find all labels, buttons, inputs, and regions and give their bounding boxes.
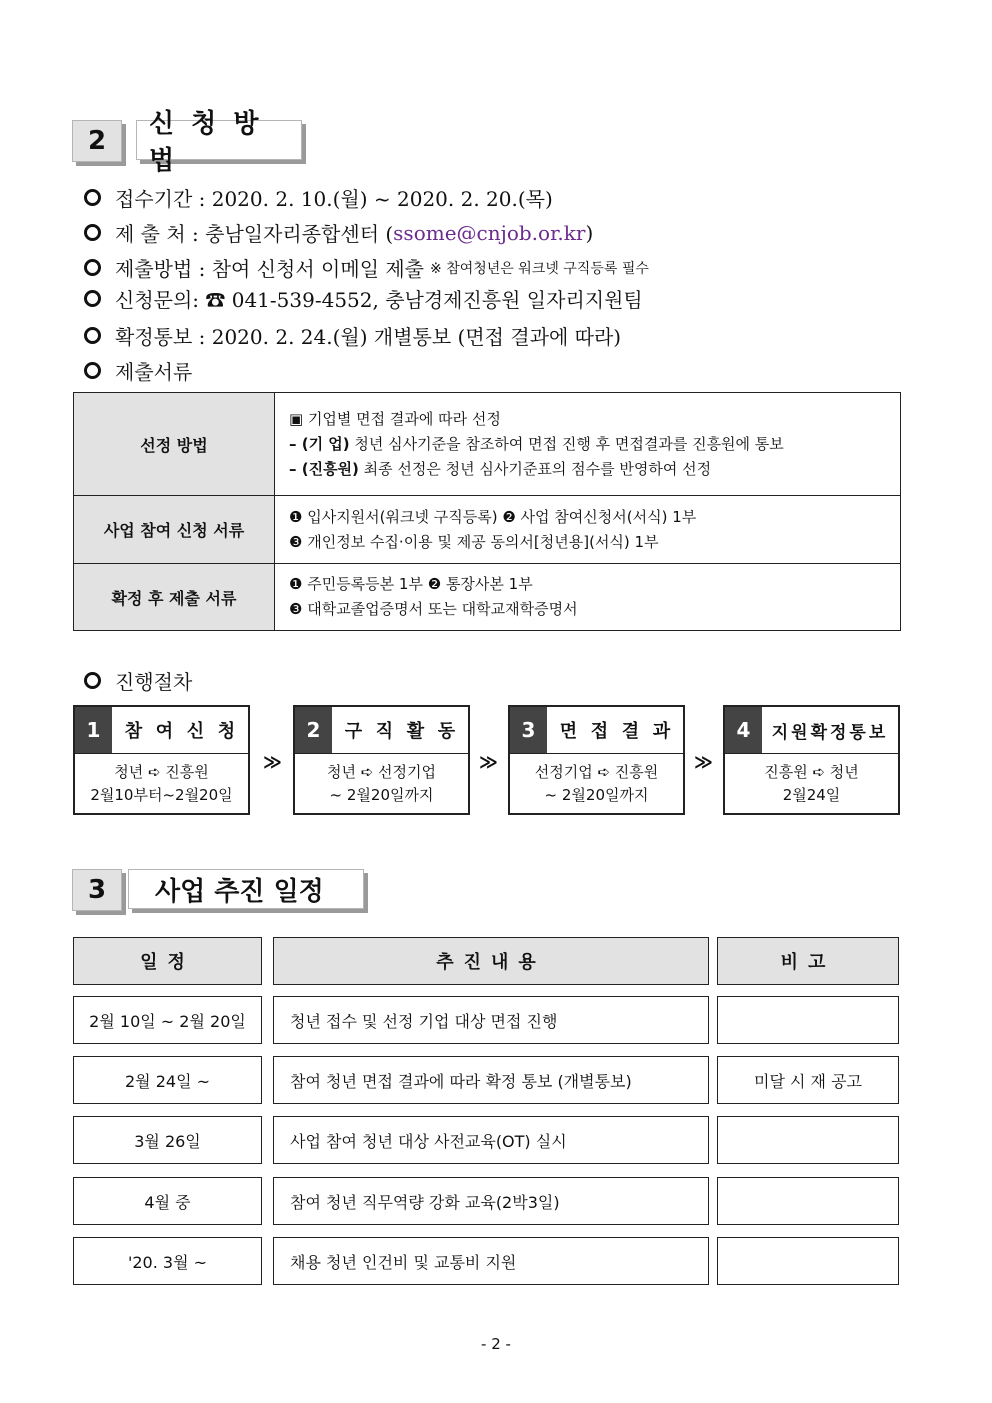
process-step-label: [332, 717, 468, 743]
period-text: 접수기간 : 2020. 2. 10.(월) ~ 2020. 2. 20.(목): [115, 187, 553, 211]
section-title: 사업 추진 일정: [128, 869, 364, 909]
email-link[interactable]: ssome@cnjob.or.kr: [393, 220, 586, 245]
label-char: 신: [186, 721, 205, 742]
process-arrow-icon: ≫: [479, 752, 498, 773]
submit-to-close: ): [585, 220, 594, 245]
label-char: 동: [437, 721, 456, 742]
selection-line-1: ▣ 기업별 면접 결과에 따라 선정: [289, 409, 501, 428]
process-step-label: [762, 718, 898, 743]
process-step-3: [508, 705, 685, 815]
bullet-icon: [84, 362, 101, 379]
schedule-note: [717, 1116, 899, 1164]
submit-to-text: 제 출 처 : 충남일자리종합센터 (: [115, 222, 394, 246]
documents-table: [73, 392, 901, 631]
process-step-date: 2월10부터~2월20일: [90, 786, 233, 804]
confirm-text: 확정통보 : 2020. 2. 24.(월) 개별통보 (면접 결과에 따라): [115, 325, 622, 349]
schedule-date: 3월 26일: [73, 1116, 262, 1164]
bullet-icon: [84, 327, 101, 344]
method-note: ※ 참여청년은 워크넷 구직등록 필수: [430, 260, 649, 277]
schedule-note: 미달 시 재 공고: [717, 1056, 899, 1104]
confirm-line: [84, 321, 621, 350]
bullet-icon: [84, 672, 101, 689]
process-step-number: 4: [725, 707, 762, 753]
selection-line-3-value: 최종 선정은 청년 심사기준표의 점수를 반영하여 선정: [358, 459, 712, 478]
method-text: 제출방법 : 참여 신청서 이메일 제출: [115, 257, 425, 281]
schedule-content: 채용 청년 인건비 및 교통비 지원: [273, 1237, 709, 1285]
schedule-content: 참여 청년 직무역량 강화 교육(2박3일): [273, 1177, 709, 1225]
schedule-note: [717, 996, 899, 1044]
schedule-content: 청년 접수 및 선정 기업 대상 면접 진행: [273, 996, 709, 1044]
docs-text: 제출서류: [115, 360, 193, 384]
selection-line-2: [289, 432, 886, 457]
schedule-header-note: 비고: [717, 937, 899, 985]
post-confirm-docs-body: [275, 564, 901, 631]
process-step-number: 1: [75, 707, 112, 753]
process-step-body: [510, 754, 683, 814]
post-confirm-docs-line-1: ❶ 주민등록등본 1부 ❷ 통장사본 1부: [289, 575, 533, 593]
label-char: 참: [124, 721, 143, 742]
process-step-4: [723, 705, 900, 815]
schedule-header-date: 일정: [73, 937, 262, 985]
process-step-date: 2월24일: [782, 786, 841, 804]
submit-to-line: [84, 218, 593, 247]
bullet-icon: [84, 189, 101, 206]
inquiry-line: [84, 284, 643, 313]
schedule-content: 사업 참여 청년 대상 사전교육(OT) 실시: [273, 1116, 709, 1164]
post-confirm-docs-header: 확정 후 제출 서류: [74, 564, 275, 631]
process-step-1: [73, 705, 250, 815]
process-step-flow: 선정기업 ➪ 진흥원: [534, 763, 659, 781]
page-number: - 2 -: [481, 1335, 511, 1353]
inquiry-text: 신청문의: ☎ 041-539-4552, 충남경제진흥원 일자리지원팀: [115, 288, 643, 312]
process-line: [84, 666, 192, 695]
application-docs-line-1: ❶ 입사지원서(워크넷 구직등록) ❷ 사업 참여신청서(서식) 1부: [289, 507, 697, 526]
process-step-header: [510, 707, 683, 754]
schedule-date: 2월 10일 ~ 2월 20일: [73, 996, 262, 1044]
label-char: 구: [344, 721, 363, 742]
label-char: 면: [559, 721, 578, 742]
schedule-content: 참여 청년 면접 결과에 따라 확정 통보 (개별통보): [273, 1056, 709, 1104]
application-docs-header: 사업 참여 신청 서류: [74, 496, 275, 564]
selection-method-body: [275, 393, 901, 496]
section-number: 2: [72, 120, 122, 162]
section-number: 3: [72, 869, 122, 911]
schedule-header-content: 추진내용: [273, 937, 709, 985]
process-step-number: 2: [295, 707, 332, 753]
label-char: 지원확정통보: [771, 722, 889, 743]
process-step-header: [75, 707, 248, 754]
process-step-flow: 청년 ➪ 선정기업: [326, 763, 437, 781]
selection-line-3: [289, 457, 886, 482]
docs-line: [84, 356, 192, 385]
process-step-label: [112, 717, 248, 743]
schedule-date: 4월 중: [73, 1177, 262, 1225]
process-step-date: ~ 2월20일까지: [544, 786, 649, 804]
label-char: 결: [621, 721, 640, 742]
bullet-icon: [84, 224, 101, 241]
process-step-body: [75, 754, 248, 814]
selection-line-2-key: – (기 업): [289, 434, 350, 453]
process-step-label: [547, 717, 683, 743]
label-char: 청: [217, 721, 236, 742]
process-step-header: [295, 707, 468, 754]
selection-line-3-key: – (진흥원): [289, 459, 359, 478]
label-char: 여: [155, 721, 174, 742]
process-arrow-icon: ≫: [263, 752, 282, 773]
process-step-header: [725, 707, 898, 754]
process-step-body: [295, 754, 468, 814]
application-docs-body: [275, 496, 901, 564]
process-step-number: 3: [510, 707, 547, 753]
selection-method-header: 선정 방법: [74, 393, 275, 496]
selection-line-2-value: 청년 심사기준을 참조하여 면접 진행 후 면접결과를 진흥원에 통보: [349, 434, 784, 453]
section-title: 신 청 방 법: [136, 120, 302, 160]
bullet-icon: [84, 259, 101, 276]
process-text: 진행절차: [115, 670, 193, 694]
method-line: [84, 253, 649, 282]
schedule-date: '20. 3월 ~: [73, 1237, 262, 1285]
schedule-note: [717, 1177, 899, 1225]
process-arrow-icon: ≫: [694, 752, 713, 773]
process-step-flow: 청년 ➪ 진흥원: [114, 763, 209, 781]
process-step-2: [293, 705, 470, 815]
process-step-body: [725, 754, 898, 814]
schedule-date: 2월 24일 ~: [73, 1056, 262, 1104]
label-char: 직: [375, 721, 394, 742]
period-line: [84, 183, 553, 212]
label-char: 과: [652, 721, 671, 742]
application-docs-line-2: ❸ 개인정보 수집·이용 및 제공 동의서[청년용](서식) 1부: [289, 532, 659, 551]
post-confirm-docs-line-2: ❸ 대학교졸업증명서 또는 대학교재학증명서: [289, 600, 578, 618]
process-step-date: ~ 2월20일까지: [329, 786, 434, 804]
label-char: 활: [406, 721, 425, 742]
bullet-icon: [84, 290, 101, 307]
schedule-note: [717, 1237, 899, 1285]
process-step-flow: 진흥원 ➪ 청년: [764, 763, 859, 781]
label-char: 접: [590, 721, 609, 742]
